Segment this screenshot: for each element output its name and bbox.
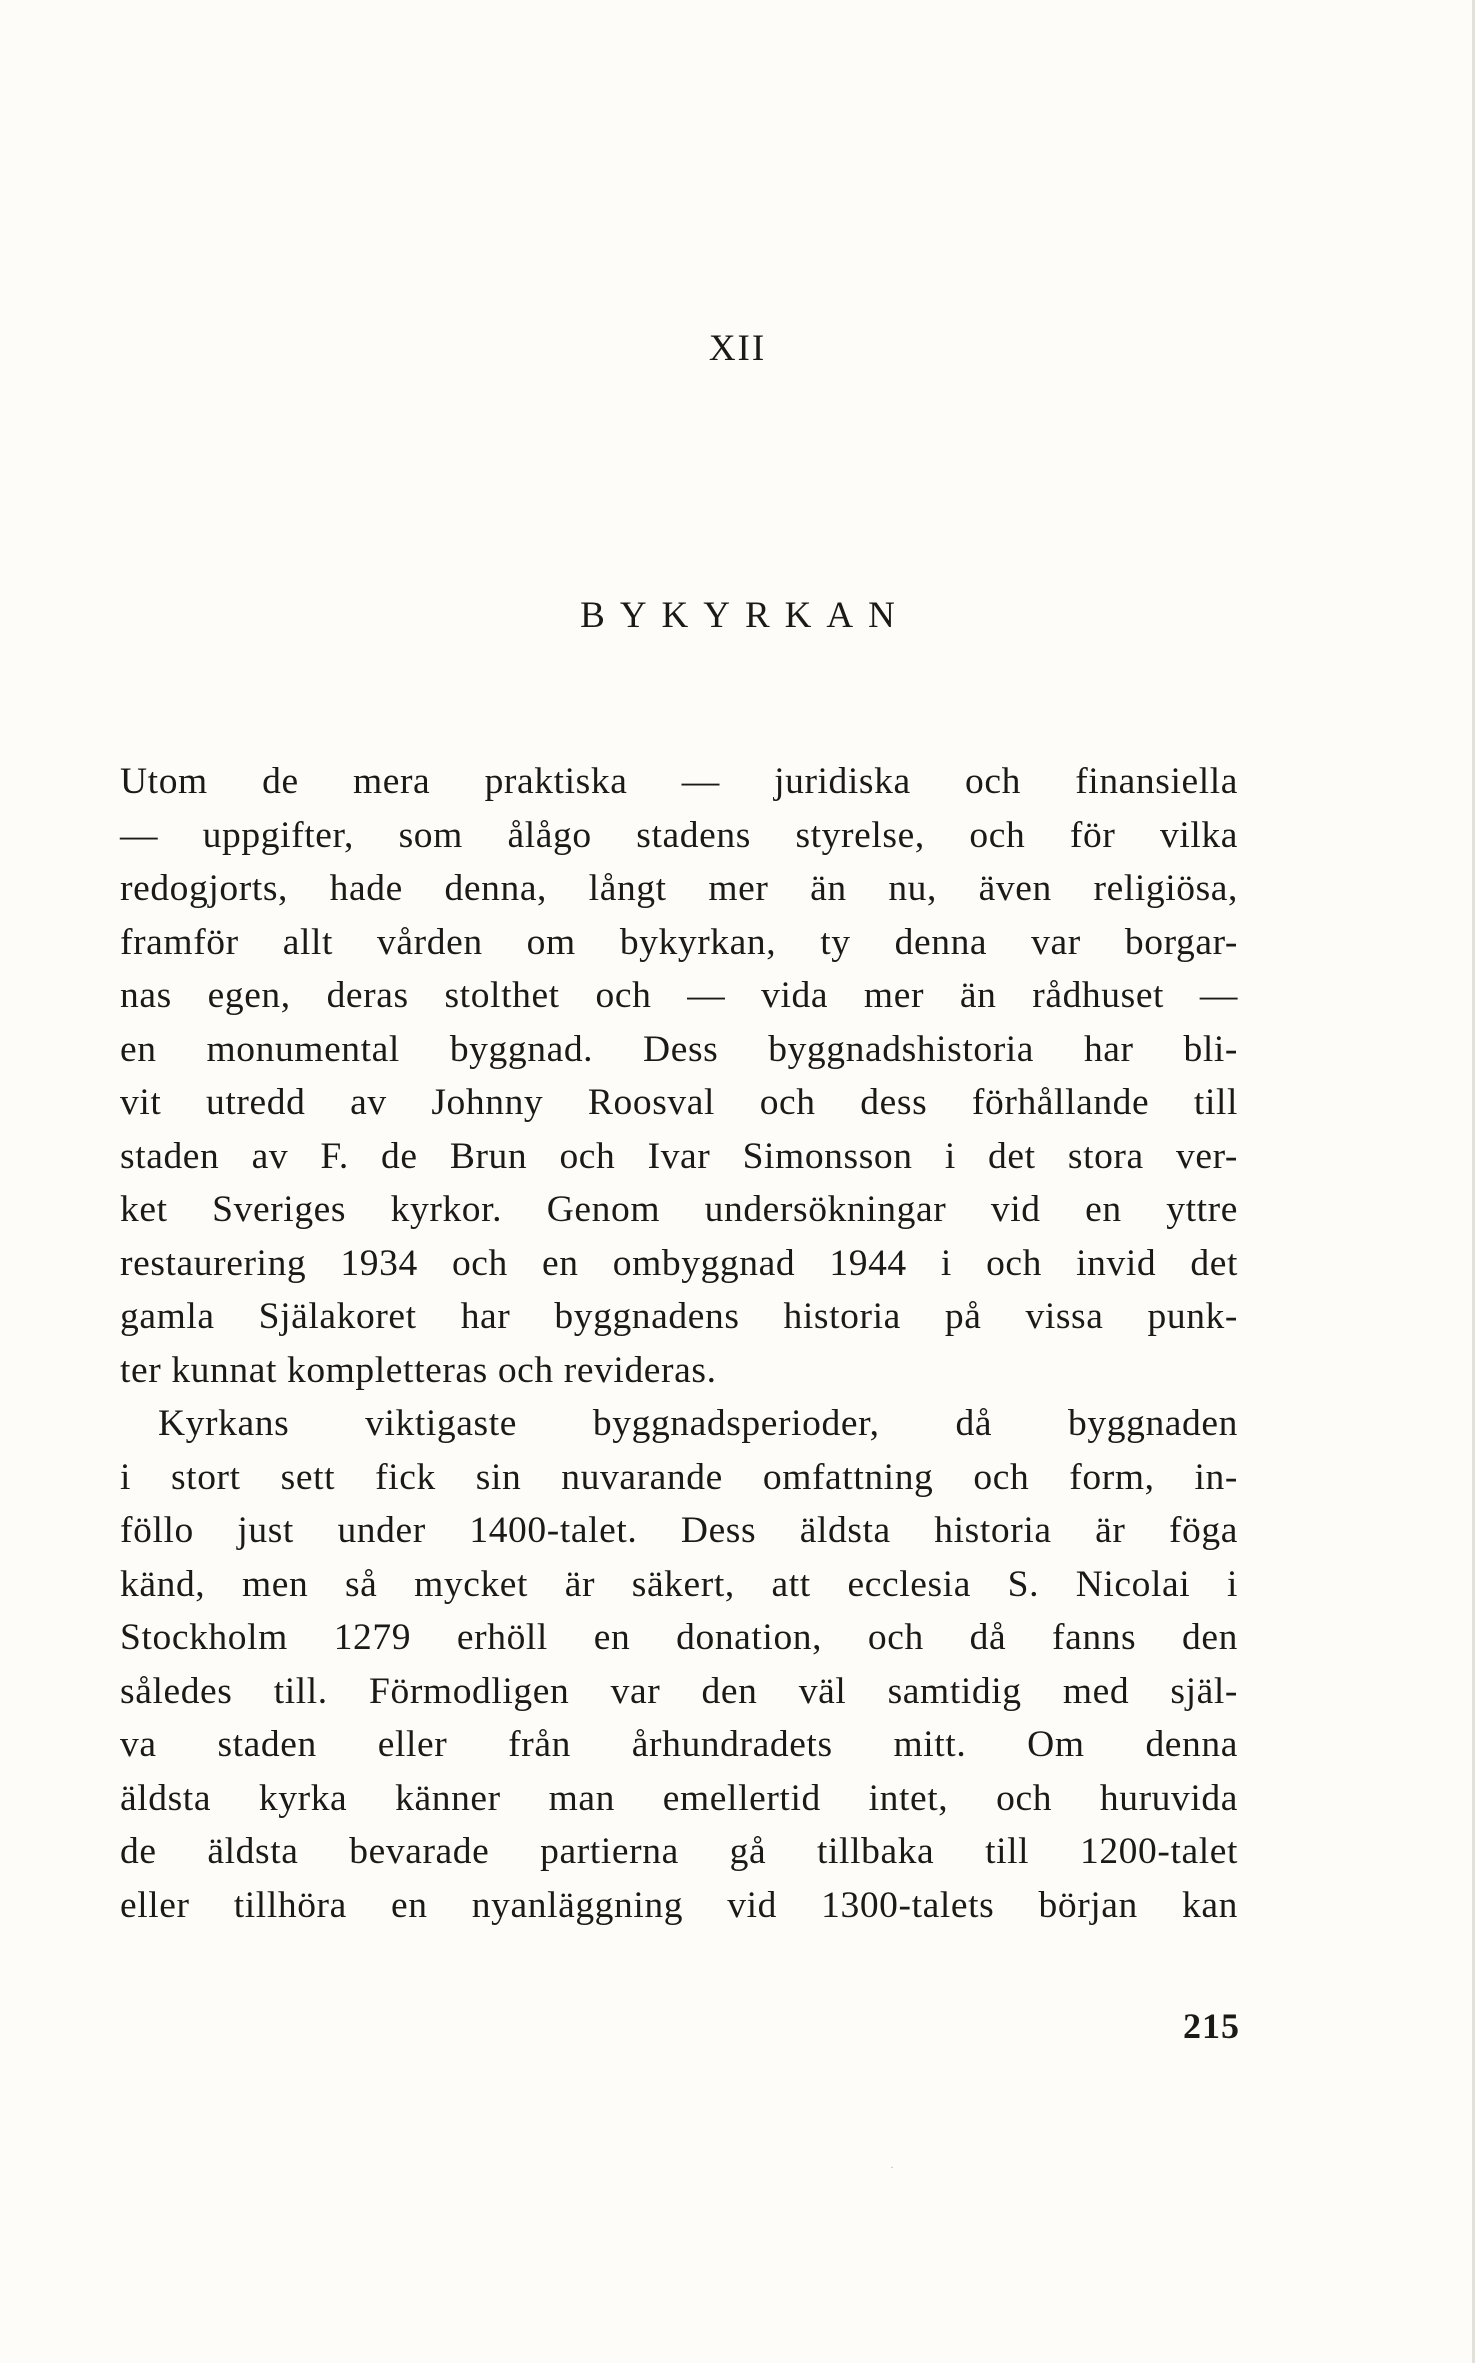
text-line: restaurering 1934 och en ombyggnad 1944 i och invid det bbox=[120, 1242, 1238, 1284]
text-line: vit utredd av Johnny Roosval och dess förhållande till bbox=[120, 1082, 1238, 1123]
text-line: Kyrkans viktigaste byggnadsperioder, då byggnaden bbox=[158, 1403, 1238, 1444]
body-text bbox=[120, 755, 1238, 1932]
text-line: nas egen, deras stolthet och — vida mer än rådhuset — bbox=[120, 975, 1238, 1016]
text-line: de äldsta bevarade partierna gå tillbaka till 1200-talet bbox=[120, 1831, 1238, 1872]
text-line: äldsta kyrka känner man emellertid intet, och huruvida bbox=[120, 1777, 1238, 1819]
text-line: — uppgifter, som ålågo stadens styrelse, och för vilka bbox=[120, 814, 1238, 856]
text-line: Utom de mera praktiska — juridiska och finansiella bbox=[120, 761, 1238, 802]
text-line: Stockholm 1279 erhöll en donation, och då fanns den bbox=[120, 1617, 1238, 1658]
text-line: således till. Förmodligen var den väl samtidig med själ- bbox=[120, 1670, 1238, 1712]
text-line: en monumental byggnad. Dess byggnadshistoria har bli- bbox=[120, 1028, 1238, 1070]
text-line: ter kunnat kompletteras och revideras. bbox=[120, 1349, 717, 1391]
text-line: i stort sett fick sin nuvarande omfattning och form, in- bbox=[120, 1456, 1238, 1498]
chapter-title: BYKYRKAN bbox=[580, 595, 910, 636]
text-line: framför allt vården om bykyrkan, ty denna var borgar- bbox=[120, 921, 1238, 963]
text-line: redogjorts, hade denna, långt mer än nu, även religiösa, bbox=[120, 868, 1238, 909]
text-line: känd, men så mycket är säkert, att ecclesia S. Nicolai i bbox=[120, 1563, 1238, 1605]
text-line: va staden eller från århundradets mitt. Om denna bbox=[120, 1724, 1238, 1765]
page-number: 215 bbox=[1183, 2006, 1240, 2046]
text-line: föllo just under 1400-talet. Dess äldsta historia är föga bbox=[120, 1510, 1238, 1551]
text-line: eller tillhöra en nyanläggning vid 1300-talets början kan bbox=[120, 1884, 1238, 1926]
text-line: ket Sveriges kyrkor. Genom undersökningar vid en yttre bbox=[120, 1189, 1238, 1230]
text-line: gamla Själakoret har byggnadens historia på vissa punk- bbox=[120, 1296, 1238, 1337]
paper-speck: · bbox=[890, 2160, 894, 2174]
text-line: staden av F. de Brun och Ivar Simonsson i det stora ver- bbox=[120, 1135, 1238, 1177]
chapter-number: XII bbox=[708, 328, 767, 369]
